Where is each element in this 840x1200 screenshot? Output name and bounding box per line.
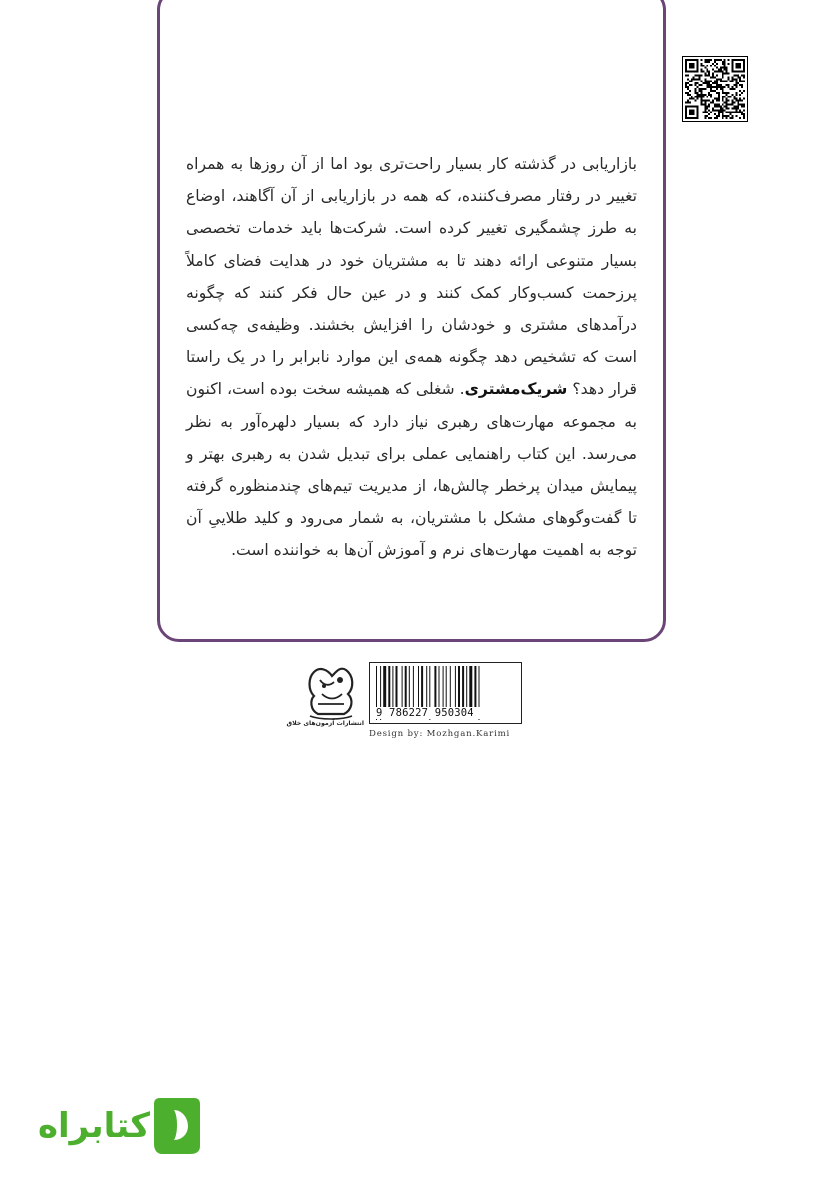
- isbn-number: 9 786227 950304: [376, 707, 516, 719]
- design-credit: Design by: Mozhgan.Karimi: [369, 729, 511, 739]
- qr-code: [682, 56, 748, 122]
- blurb-part-2: . شغلی که همیشه سخت بوده است، اکنون به مجموعه مهارت‌های رهبری نیاز دارد که بسیار دلهره‌آور به نظر می‌رسد. این کتاب راهنمایی عملی برای تبدیل شدن به رهبری بهتر و پیمایش میدان پرخطر چالش‌ها، از مدیریت تیم‌های چندمنظوره گرفته تا گفت‌وگوهای مشکل با مشتریان، به شمار می‌رود و کلید طلاییِ آن توجه به اهمیت مهارت‌های نرم و آموزش آن‌ها به خواننده است.: [186, 380, 637, 560]
- store-logo[interactable]: [37, 1092, 200, 1162]
- store-name: کتابراه: [37, 1106, 150, 1146]
- book-title: شریک‌مشتری: [464, 380, 568, 399]
- blurb-part-1: بازاریابی در گذشته کار بسیار راحت‌تری بود اما از آن روزها به همراه تغییر در رفتار مصرف‌کننده، که همه در بازاریابی از آن آگاهند، اوضاع به طرز چشمگیری تغییر کرده است. شرکت‌ها باید خدمات تخصصی بسیار متنوعی ارائه دهند تا به مشتریان خود در هدایت فضای کاملاً پرزحمت کسب‌وکار کمک کنند و در عین حال فکر کنند که چگونه درآمدهای مشتری و خودشان را افزایش بخشند. وظیفه‌ی چه‌کسی است که تشخیص دهد چگونه همه‌ی این موارد نابرابر را در یک راستا قرار دهد؟: [186, 155, 637, 399]
- publisher-name: انتشارات آزمون‌های خلاق: [286, 720, 364, 727]
- back-cover-blurb: [186, 148, 637, 567]
- book-mark-icon: [152, 1092, 202, 1158]
- isbn-barcode: [369, 662, 522, 724]
- publisher-logo: [286, 660, 364, 734]
